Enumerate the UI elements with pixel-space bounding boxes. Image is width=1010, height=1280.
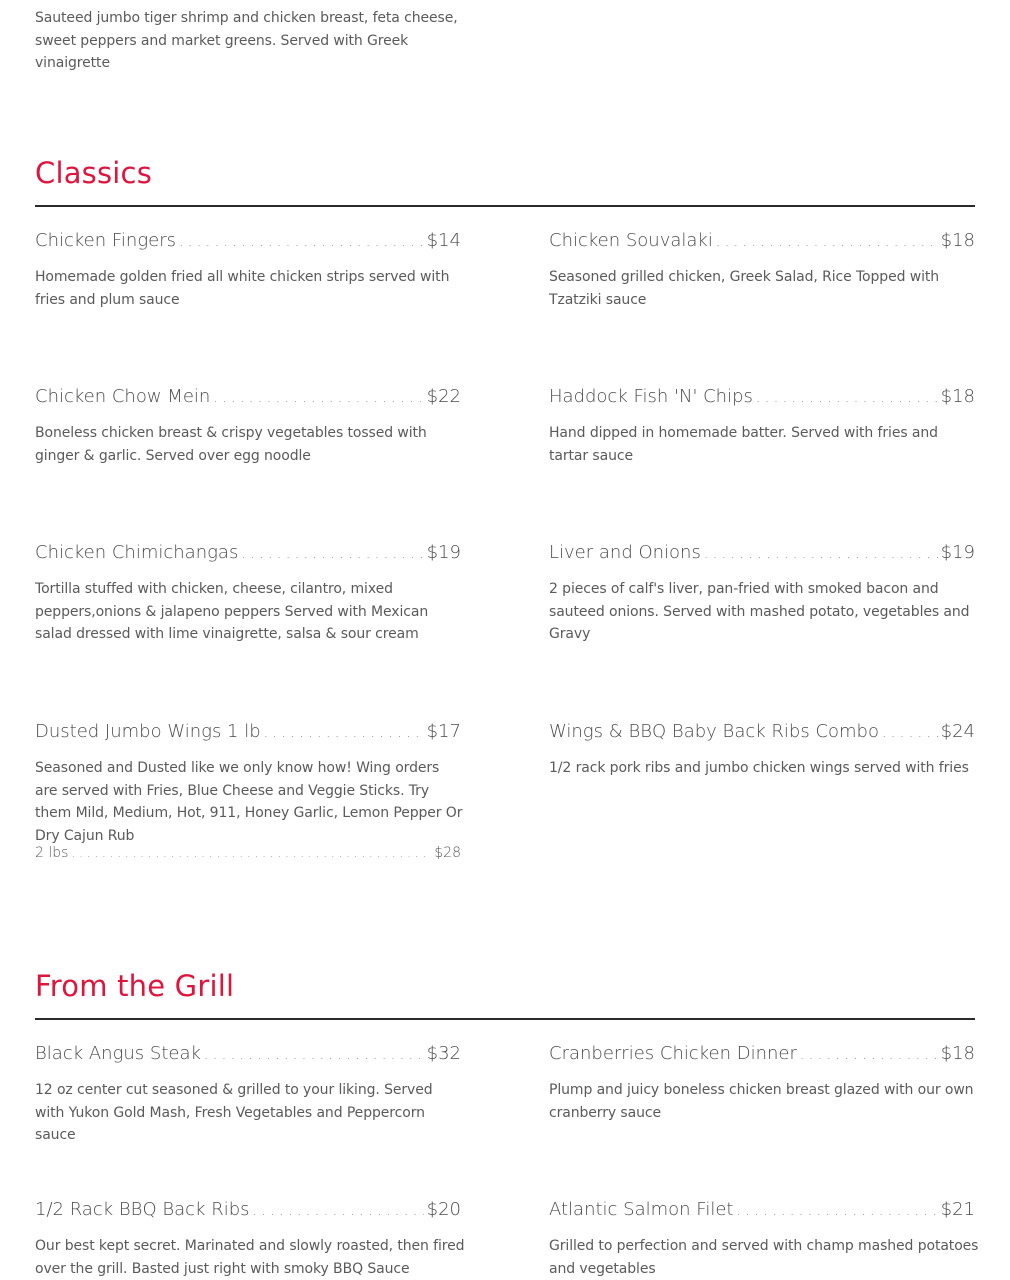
menu-item-description: Plump and juicy boneless chicken breast glazed with our own cranberry sauce bbox=[549, 1082, 974, 1121]
menu-item-price: $19 bbox=[426, 542, 461, 563]
menu-item-description: Sauteed jumbo tiger shrimp and chicken breast, feta cheese, sweet peppers and market greens. Served with Greek vinaigrette bbox=[35, 10, 458, 71]
menu-item-chicken-chimichangas bbox=[35, 541, 461, 566]
menu-item-price: $32 bbox=[426, 1043, 461, 1064]
menu-item-name: Chicken Souvalaki bbox=[549, 230, 713, 251]
menu-item-name: Chicken Chimichangas bbox=[35, 542, 239, 563]
dot-leader bbox=[71, 841, 431, 865]
menu-item-price: $19 bbox=[940, 542, 975, 563]
menu-item-liver-and-onions bbox=[549, 541, 975, 566]
dot-leader bbox=[264, 721, 424, 745]
menu-item-name: Wings & BBQ Baby Back Ribs Combo bbox=[549, 721, 879, 742]
menu-item-name: Liver and Onions bbox=[549, 542, 701, 563]
dot-leader bbox=[756, 386, 938, 410]
menu-item-black-angus-steak bbox=[35, 1042, 461, 1067]
dot-leader bbox=[253, 1199, 424, 1223]
section-title-from-the-grill: From the Grill bbox=[35, 969, 235, 1003]
menu-item-price: $18 bbox=[940, 386, 975, 407]
menu-item-price: $18 bbox=[940, 1043, 975, 1064]
menu-item-description: Grilled to perfection and served with champ mashed potatoes and vegetables bbox=[549, 1238, 979, 1277]
section-divider bbox=[35, 1018, 975, 1020]
dot-leader bbox=[882, 721, 938, 745]
menu-item-haddock-fish-n-chips bbox=[549, 385, 975, 410]
menu-item-name: Cranberries Chicken Dinner bbox=[549, 1043, 797, 1064]
menu-item-chicken-chow-mein bbox=[35, 385, 461, 410]
menu-item-name: Atlantic Salmon Filet bbox=[549, 1199, 734, 1220]
menu-item-description: Boneless chicken breast & crispy vegetables tossed with ginger & garlic. Served over egg noodle bbox=[35, 425, 427, 464]
dot-leader bbox=[716, 230, 938, 254]
dot-leader bbox=[241, 542, 423, 566]
section-title-classics: Classics bbox=[35, 156, 153, 190]
dot-leader bbox=[736, 1199, 937, 1223]
menu-item-chicken-souvalaki bbox=[549, 229, 975, 254]
menu-item-name: Chicken Chow Mein bbox=[35, 386, 211, 407]
menu-item-description: Tortilla stuffed with chicken, cheese, cilantro, mixed peppers,onions & jalapeno peppers Served with Mexican salad dressed with lime vinaigrette, salsa & sour cream bbox=[35, 581, 429, 642]
menu-item-name: Haddock Fish 'N' Chips bbox=[549, 386, 753, 407]
menu-item-description: Our best kept secret. Marinated and slowly roasted, then fired over the grill. Basted just right with smoky BBQ Sauce bbox=[35, 1238, 465, 1277]
menu-item-description: Homemade golden fried all white chicken strips served with fries and plum sauce bbox=[35, 269, 450, 308]
option-price: $28 bbox=[434, 845, 461, 861]
menu-item-description: Hand dipped in homemade batter. Served with fries and tartar sauce bbox=[549, 425, 938, 464]
menu-item-price: $14 bbox=[426, 230, 461, 251]
menu-item-half-rack-bbq-ribs bbox=[35, 1198, 461, 1223]
menu-item-cranberries-chicken-dinner bbox=[549, 1042, 975, 1067]
menu-item-description: 2 pieces of calf's liver, pan-fried with smoked bacon and sauteed onions. Served with mashed potato, vegetables and Gravy bbox=[549, 581, 970, 642]
dot-leader bbox=[213, 386, 423, 410]
dot-leader bbox=[800, 1043, 938, 1067]
menu-item-description: 1/2 rack pork ribs and jumbo chicken wings served with fries bbox=[549, 760, 969, 776]
menu-item-price: $24 bbox=[940, 721, 975, 742]
menu-item-chicken-fingers bbox=[35, 229, 461, 254]
menu-item-wings-bbq-ribs-combo bbox=[549, 720, 975, 745]
option-name: 2 lbs bbox=[35, 845, 69, 861]
menu-item-name: Chicken Fingers bbox=[35, 230, 176, 251]
menu-item-price: $22 bbox=[426, 386, 461, 407]
section-divider bbox=[35, 205, 975, 207]
menu-item-description: 12 oz center cut seasoned & grilled to your liking. Served with Yukon Gold Mash, Fresh Vegetables and Peppercorn sauce bbox=[35, 1082, 433, 1143]
menu-item-price: $18 bbox=[940, 230, 975, 251]
dot-leader bbox=[204, 1043, 424, 1067]
menu-item-price: $21 bbox=[940, 1199, 975, 1220]
menu-item-dusted-jumbo-wings bbox=[35, 720, 461, 745]
menu-item-name: 1/2 Rack BBQ Back Ribs bbox=[35, 1199, 250, 1220]
dot-leader bbox=[179, 230, 424, 254]
menu-item-price: $17 bbox=[426, 721, 461, 742]
menu-item-name: Black Angus Steak bbox=[35, 1043, 201, 1064]
menu-item-description: Seasoned grilled chicken, Greek Salad, Rice Topped with Tzatziki sauce bbox=[549, 269, 940, 308]
menu-item-option bbox=[35, 841, 461, 865]
menu-item-description: Seasoned and Dusted like we only know how! Wing orders are served with Fries, Blue Cheese and Veggie Sticks. Try them Mild, Medium, Hot, 911, Honey Garlic, Lemon Pepper Or Dry Cajun Rub bbox=[35, 760, 463, 844]
menu-item-atlantic-salmon-filet bbox=[549, 1198, 975, 1223]
dot-leader bbox=[704, 542, 938, 566]
menu-item-price: $20 bbox=[426, 1199, 461, 1220]
menu-item-name: Dusted Jumbo Wings 1 lb bbox=[35, 721, 261, 742]
